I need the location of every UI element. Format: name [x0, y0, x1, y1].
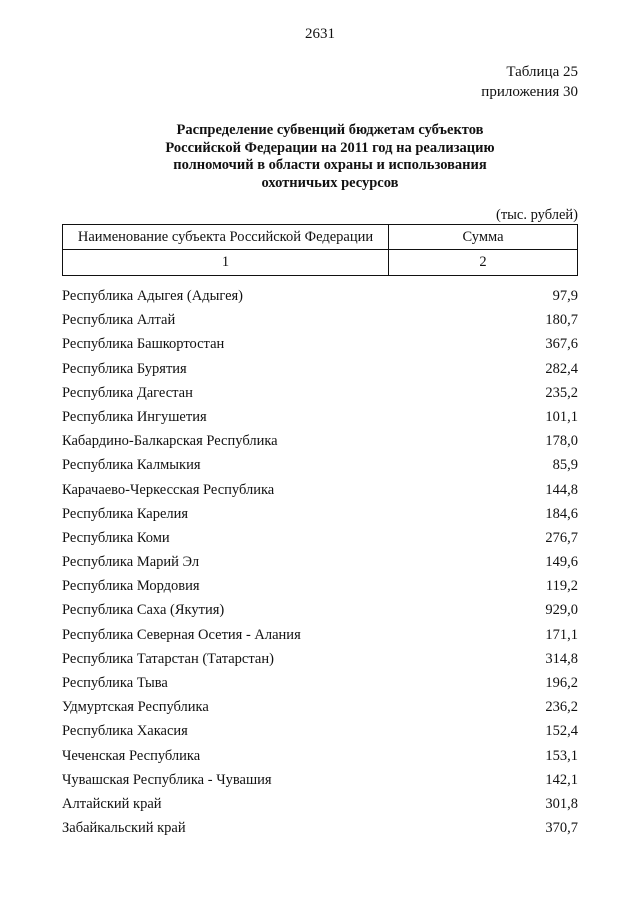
subject-amount: 929,0 — [545, 602, 578, 619]
subject-name: Забайкальский край — [62, 820, 186, 837]
table-row — [62, 361, 578, 385]
subject-name: Республика Тыва — [62, 675, 168, 691]
table-row — [62, 506, 578, 530]
header-row — [63, 225, 578, 250]
subject-name: Республика Бурятия — [62, 360, 187, 377]
subject-amount: 301,8 — [545, 795, 578, 812]
subject-amount: 142,1 — [545, 771, 578, 788]
subject-amount: 144,8 — [545, 481, 578, 498]
subject-name: Чеченская Республика — [62, 747, 201, 764]
title-line: Распределение субвенций бюджетам субъектов — [176, 122, 484, 138]
subject-amount: 85,9 — [552, 457, 578, 474]
subject-amount: 367,6 — [545, 336, 578, 353]
column-number-row — [63, 250, 578, 276]
subject-name: Республика Татарстан (Татарстан) — [62, 650, 274, 667]
subject-name: Алтайский край — [62, 795, 162, 812]
table-row — [62, 433, 578, 457]
table-row — [62, 385, 578, 409]
subject-amount: 235,2 — [545, 384, 578, 401]
table-row — [62, 772, 578, 796]
subject-name: Республика Марий Эл — [62, 554, 200, 571]
table-row — [62, 457, 578, 481]
table-row — [62, 723, 578, 747]
table-header — [62, 224, 578, 276]
subject-name: Республика Калмыкия — [62, 457, 201, 474]
table-number: Таблица 25 — [506, 64, 578, 80]
table-row — [62, 651, 578, 675]
table-body — [62, 288, 578, 844]
subject-name: Республика Адыгея (Адыгея) — [62, 288, 244, 304]
subject-name: Чувашская Республика - Чувашия — [62, 771, 272, 788]
subject-amount: 236,2 — [545, 699, 578, 716]
table-row — [62, 409, 578, 433]
table-row — [62, 312, 578, 336]
table-row — [62, 482, 578, 506]
document-title — [100, 122, 560, 192]
subject-amount: 180,7 — [545, 312, 578, 329]
column-header-amount: Сумма — [389, 225, 578, 250]
subject-amount: 153,1 — [545, 747, 578, 764]
subject-amount: 97,9 — [552, 288, 578, 304]
subject-name: Республика Мордовия — [62, 578, 200, 595]
table-row — [62, 748, 578, 772]
subject-amount: 370,7 — [545, 820, 578, 837]
column-header-subject: Наименование субъекта Российской Федерации — [63, 225, 389, 250]
subject-name: Карачаево-Черкесская Республика — [62, 481, 275, 498]
title-line: охотничьих ресурсов — [261, 174, 399, 191]
title-line: Российской Федерации на 2011 год на реализацию — [165, 139, 495, 156]
column-number-1: 1 — [63, 250, 389, 276]
table-row — [62, 602, 578, 626]
subject-name: Республика Ингушетия — [62, 408, 207, 425]
subject-amount: 178,0 — [545, 433, 578, 450]
subject-amount: 314,8 — [545, 650, 578, 667]
table-row — [62, 288, 578, 312]
subject-amount: 276,7 — [545, 529, 578, 546]
column-number-2: 2 — [389, 250, 578, 276]
subject-name: Республика Алтай — [62, 312, 176, 329]
subject-amount: 171,1 — [545, 626, 578, 643]
table-row — [62, 820, 578, 844]
units-label: (тыс. рублей) — [496, 207, 578, 223]
appendix-number: приложения 30 — [481, 84, 578, 100]
table-row — [62, 675, 578, 699]
page-number: 2631 — [305, 26, 335, 42]
table-row — [62, 336, 578, 360]
subject-name: Республика Дагестан — [62, 384, 193, 401]
subject-name: Республика Коми — [62, 529, 170, 546]
subject-amount: 119,2 — [545, 578, 578, 595]
table-row — [62, 627, 578, 651]
subject-name: Удмуртская Республика — [62, 699, 209, 716]
table-reference — [481, 62, 578, 102]
table-row — [62, 578, 578, 602]
subject-amount: 282,4 — [545, 360, 578, 377]
subject-amount: 101,1 — [545, 408, 578, 425]
subject-name: Республика Хакасия — [62, 723, 188, 740]
subject-name: Республика Саха (Якутия) — [62, 602, 225, 619]
subject-amount: 152,4 — [545, 723, 578, 740]
subject-amount: 196,2 — [545, 675, 578, 691]
subject-name: Республика Башкортостан — [62, 336, 225, 353]
table-row — [62, 554, 578, 578]
subject-name: Республика Северная Осетия - Алания — [62, 626, 301, 643]
title-line: полномочий в области охраны и использования — [173, 157, 487, 173]
table-row — [62, 699, 578, 723]
subject-amount: 184,6 — [545, 505, 578, 522]
table-row — [62, 796, 578, 820]
table-row — [62, 530, 578, 554]
subject-amount: 149,6 — [545, 554, 578, 571]
subject-name: Республика Карелия — [62, 505, 189, 522]
subject-name: Кабардино-Балкарская Республика — [62, 433, 278, 450]
